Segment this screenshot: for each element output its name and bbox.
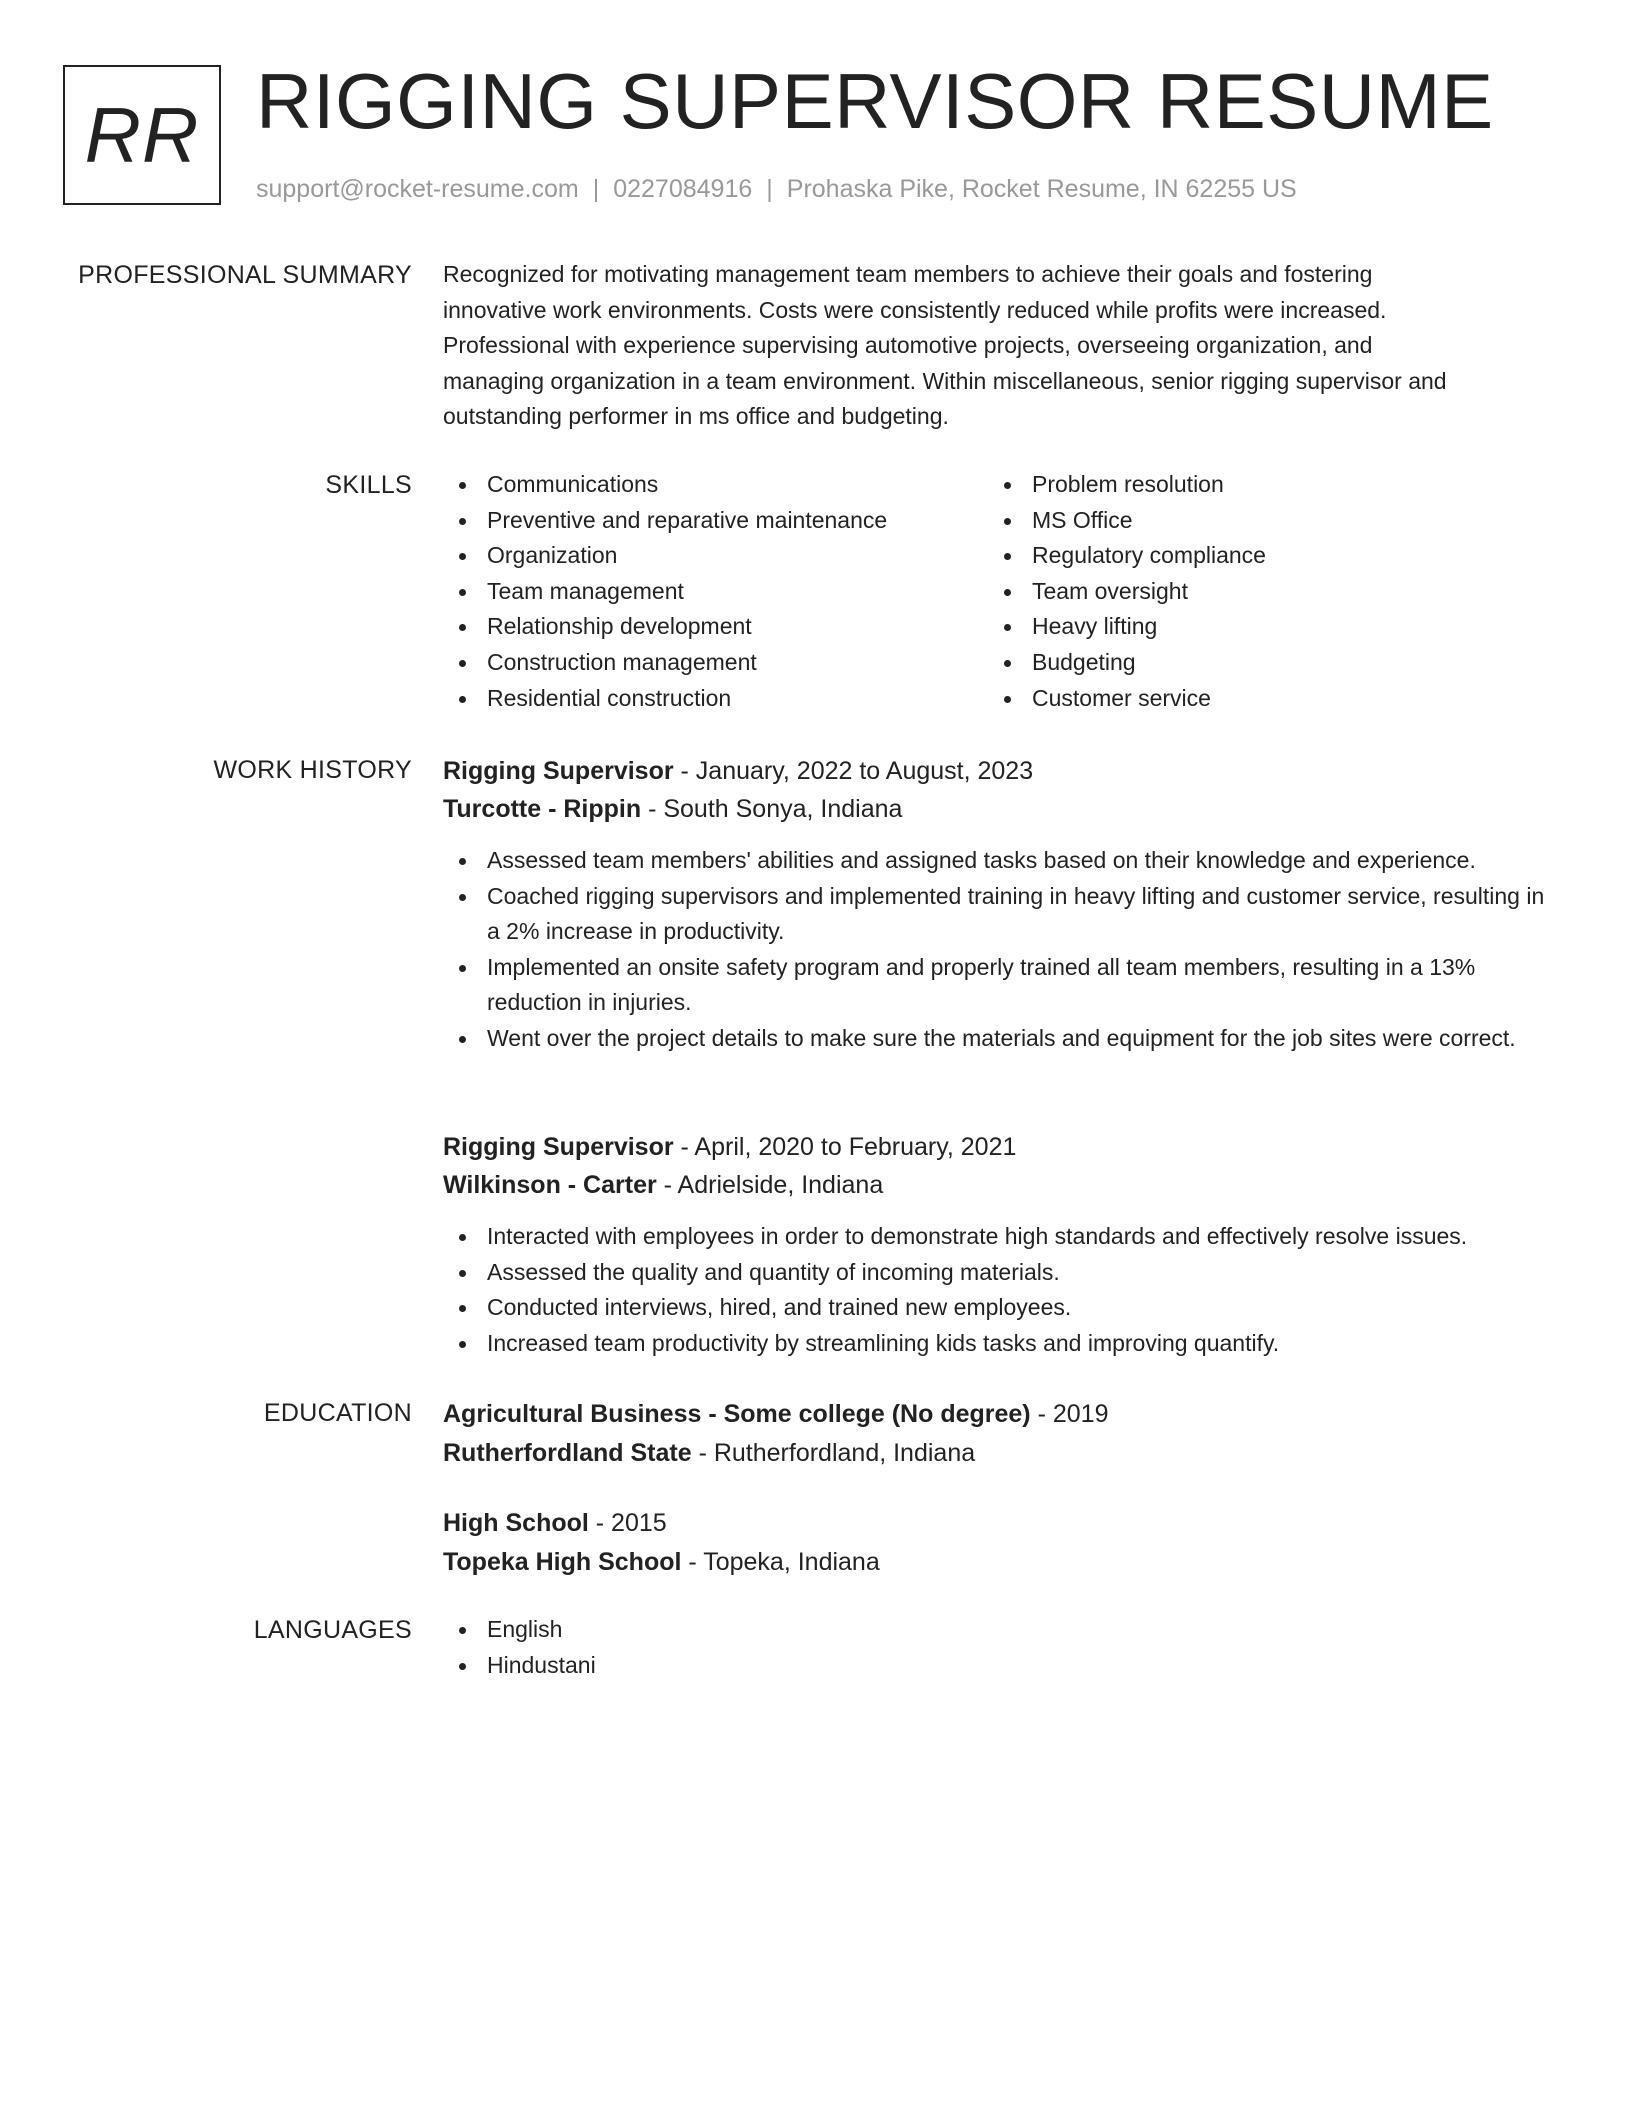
skill-item: Communications [443, 467, 988, 503]
summary-line: Professional with experience supervising automotive projects, overseeing organization, and [443, 332, 1373, 359]
job-bullet: Assessed team members' abilities and assigned tasks based on their knowledge and experience. [443, 843, 1563, 879]
education-degree: High School [443, 1509, 589, 1537]
skill-item: Heavy lifting [988, 609, 1533, 645]
job-bullet: Increased team productivity by streamlining kids tasks and improving quantify. [443, 1326, 1563, 1362]
skill-item: Problem resolution [988, 467, 1533, 503]
languages-body [443, 1612, 1563, 1683]
contact-address: Prohaska Pike, Rocket Resume, IN 62255 US [786, 175, 1297, 203]
job-entry [443, 752, 1563, 1057]
education-body [443, 1395, 1563, 1473]
job-location: - South Sonya, Indiana [641, 795, 903, 823]
skill-item: Residential construction [443, 681, 988, 717]
job-role: Rigging Supervisor [443, 757, 674, 785]
page-title: RIGGING SUPERVISOR RESUME [256, 57, 1494, 145]
work-history-body-2 [443, 1128, 1563, 1361]
education-degree-line [443, 1504, 1563, 1543]
summary-line: outstanding performer in ms office and budgeting. [443, 403, 949, 430]
summary-line: Recognized for motivating management team members to achieve their goals and fostering [443, 261, 1373, 287]
job-bullet: Interacted with employees in order to demonstrate high standards and effectively resolve issues. [443, 1219, 1563, 1255]
job-entry [443, 1128, 1563, 1361]
job-bullets [443, 1219, 1563, 1361]
skill-item: Regulatory compliance [988, 538, 1533, 574]
skill-item: Budgeting [988, 645, 1533, 681]
summary-heading: PROFESSIONAL SUMMARY [78, 261, 412, 289]
skill-item: Organization [443, 538, 988, 574]
skill-item: Team oversight [988, 574, 1533, 610]
education-year: - 2019 [1030, 1400, 1109, 1428]
language-item: Hindustani [443, 1648, 1563, 1684]
contact-line [256, 172, 1297, 206]
skills-list-left [443, 467, 988, 716]
languages-list [443, 1612, 1563, 1683]
education-school: Rutherfordland State [443, 1439, 692, 1467]
education-school-line [443, 1434, 1563, 1473]
job-company: Turcotte - Rippin [443, 795, 642, 823]
summary-body [443, 257, 1563, 435]
job-title-line [443, 1128, 1563, 1166]
work-history-body [443, 752, 1563, 1057]
education-degree-line [443, 1395, 1563, 1434]
contact-phone[interactable]: 0227084916 [613, 175, 753, 203]
summary-line: innovative work environments. Costs were consistently reduced while profits were increased. [443, 296, 1387, 323]
skill-item: Construction management [443, 645, 988, 681]
skill-item: Customer service [988, 681, 1533, 717]
skill-item: Preventive and reparative maintenance [443, 503, 988, 539]
job-bullet: Implemented an onsite safety program and properly trained all team members, resulting in a 13% reduction in injuries. [443, 950, 1563, 1021]
job-location: - Adrielside, Indiana [656, 1171, 884, 1199]
job-bullet: Went over the project details to make sure the materials and equipment for the job sites were correct. [443, 1021, 1563, 1057]
job-company-line [443, 790, 1563, 828]
skills-body [443, 467, 1563, 716]
job-role: Rigging Supervisor [443, 1133, 674, 1161]
contact-email[interactable]: support@rocket-resume.com [256, 175, 579, 203]
education-body-2 [443, 1504, 1563, 1582]
education-school: Topeka High School [443, 1548, 682, 1576]
contact-separator: | [592, 175, 600, 203]
language-item: English [443, 1612, 1563, 1648]
skill-item: Relationship development [443, 609, 988, 645]
skill-item: MS Office [988, 503, 1533, 539]
skills-list-right [988, 467, 1533, 716]
job-dates: - January, 2022 to August, 2023 [673, 757, 1034, 785]
education-location: - Topeka, Indiana [681, 1548, 880, 1576]
job-title-line [443, 752, 1563, 790]
job-company-line [443, 1166, 1563, 1204]
skills-heading: SKILLS [325, 471, 412, 499]
summary-line: managing organization in a team environment. Within miscellaneous, senior rigging supervisor and [443, 367, 1447, 394]
work-history-heading: WORK HISTORY [213, 756, 412, 784]
job-bullet: Conducted interviews, hired, and trained new employees. [443, 1290, 1563, 1326]
education-location: - Rutherfordland, Indiana [691, 1439, 976, 1467]
languages-heading: LANGUAGES [253, 1616, 412, 1644]
education-heading: EDUCATION [263, 1399, 412, 1427]
contact-separator: | [766, 175, 773, 203]
job-bullets [443, 843, 1563, 1057]
education-year: - 2015 [588, 1509, 667, 1537]
job-company: Wilkinson - Carter [443, 1171, 657, 1199]
education-degree: Agricultural Business - Some college (No degree) [443, 1400, 1031, 1428]
job-bullet: Assessed the quality and quantity of incoming materials. [443, 1255, 1563, 1291]
job-bullet: Coached rigging supervisors and implemented training in heavy lifting and customer service, resulting in a 2% increase in productivity. [443, 879, 1563, 950]
education-school-line [443, 1543, 1563, 1582]
job-dates: - April, 2020 to February, 2021 [673, 1133, 1017, 1161]
skill-item: Team management [443, 574, 988, 610]
monogram-logo: RR [63, 65, 221, 205]
